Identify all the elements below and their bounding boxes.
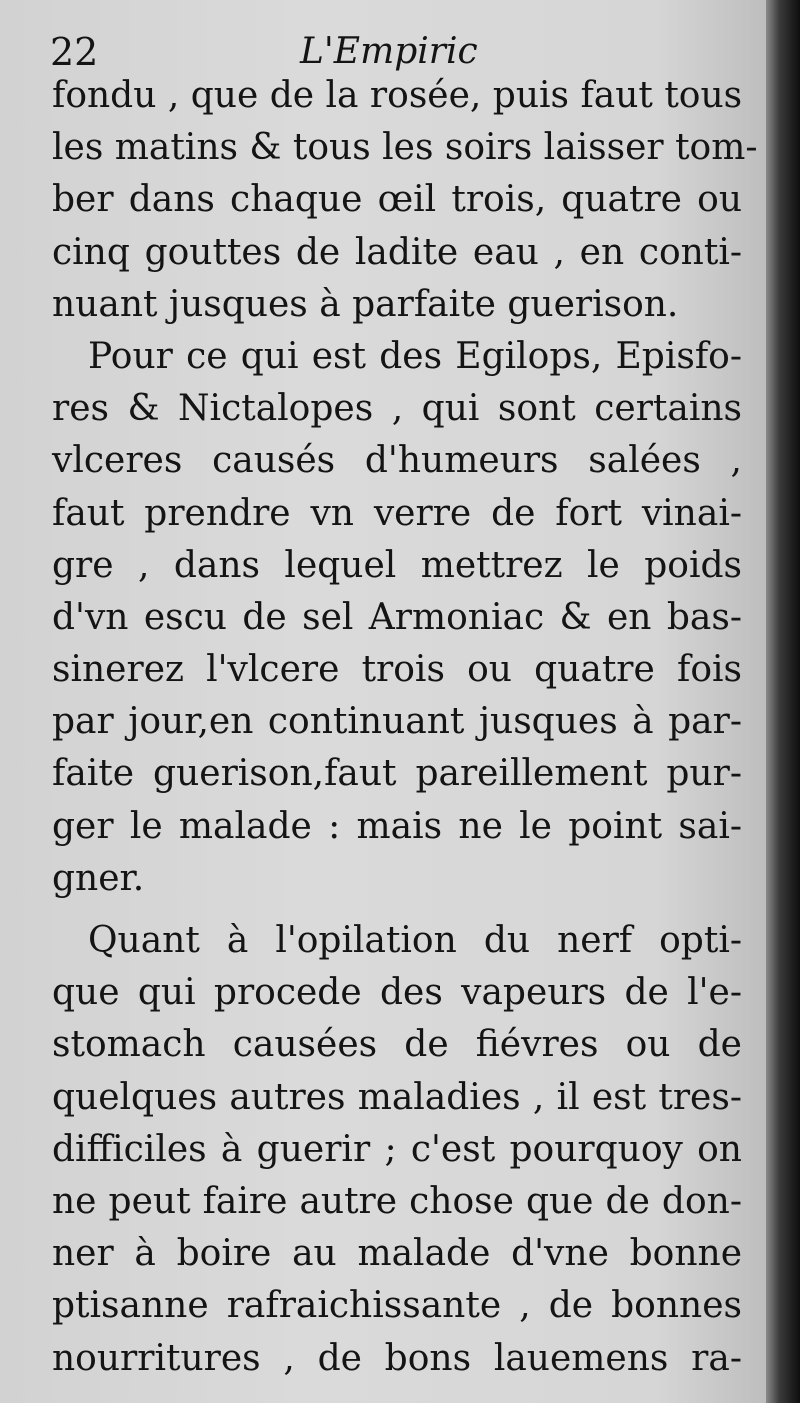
page-number: 22 [50,30,99,74]
text-line: d'vn escu de sel Armoniac & en bas- [52,596,742,638]
text-line: les matins & tous les soirs laisser tom- [52,127,758,169]
text-line: gner. [52,857,145,899]
text-line: difficiles à guerir ; c'est pourquoy on [52,1128,742,1170]
text-line: res & Nictalopes , qui sont certains [52,388,742,430]
text-line: ne peut faire autre chose que de don- [52,1180,742,1222]
running-title: L'Empiric [300,31,478,72]
page-edge-shadow [766,0,800,1403]
text-line: cinq gouttes de ladite eau , en conti- [52,231,742,273]
text-line: nourritures , de bons lauemens ra- [52,1337,742,1379]
text-line: que qui procede des vapeurs de l'e- [52,972,742,1014]
text-line: fondu , que de la rosée, puis faut tous [52,75,743,116]
text-line: ber dans chaque œil trois, quatre ou [52,179,742,221]
text-line: ger le malade : mais ne le point sai- [52,805,742,847]
text-line: ptisanne rafraichissante , de bonnes [52,1285,742,1327]
text-line: Pour ce qui est des Egilops, Episfo- [88,335,742,377]
paragraph-gap [52,905,742,915]
text-line: sinerez l'vlcere trois ou quatre fois [52,649,742,691]
paragraph-2 [52,331,742,905]
text-line: Quant à l'opilation du nerf opti- [88,920,742,961]
text-line: faut prendre vn verre de fort vinai- [52,492,742,534]
text-line: nuant jusques à parfaite guerison. [52,283,679,325]
text-line: stomach causées de fiévres ou de [52,1024,742,1066]
paragraph-1 [52,70,758,331]
text-line: vlceres causés d'humeurs salées , [52,440,742,482]
text-line: faite guerison,faut pareillement pur- [52,753,742,795]
text-line: ner à boire au malade d'vne bonne [52,1233,742,1275]
text-line: par jour,en continuant jusques à par- [52,701,742,743]
text-body [52,70,758,1385]
text-line: quelques autres maladies , il est tres- [52,1076,742,1118]
paragraph-3 [52,915,742,1385]
text-line: gre , dans lequel mettrez le poids [52,544,742,586]
